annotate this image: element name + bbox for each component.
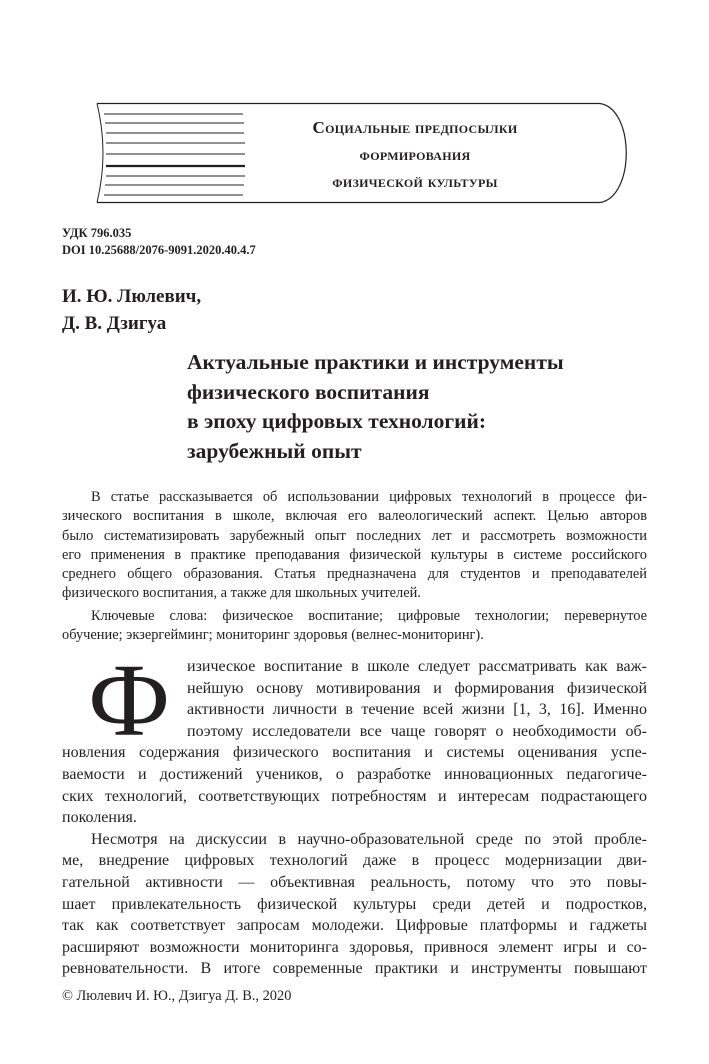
body-line: ме, внедрение цифровых технологий даже в процесс модернизации дви- [62,852,647,870]
body-line: расширяют возможности мониторинга здоровья, привнося элемент игры и со- [62,938,647,956]
abstract-line: его применения в практике преподавания физической культуры в системе российского [62,546,647,563]
article-title-line: зарубежный опыт [187,438,362,463]
article-title-line: Актуальные практики и инструменты [187,350,564,374]
keywords-line: обучение; экзергейминг; мониторинг здоровья (велнес-мониторинг). [62,627,484,644]
body-line: так как соответствует запросам молодежи. Цифровые платформы и гаджеты [62,917,647,935]
doi: DOI 10.25688/2076-9091.2020.40.4.7 [62,243,256,257]
abstract-line: среднего общего образования. Статья предназначена для студентов и преподавателей [62,566,647,583]
body-line: гательной активности — объективная реальность, потому что это повы- [62,873,647,891]
section-title-line: физической культуры [332,172,498,191]
body-line: новления содержания физического воспитания и системы оценивания успе- [62,744,647,762]
frame-left-curve [97,104,103,203]
drop-cap: Ф [88,643,171,758]
body-line: активности личности в течение всей жизни [1, 3, 16]. Именно [187,701,647,719]
abstract-line: физического воспитания, а также для школьных учителей. [62,585,421,602]
body-text [62,643,647,980]
abstract-line: зического воспитания в школе, включая его валеологический аспект. Целью авторов [62,508,647,525]
abstract-line: В статье рассказывается об использовании цифровых технологий в процессе фи- [91,489,647,505]
body-line: поэтому исследователи все чаще говорят о необходимости об- [187,722,647,740]
frame-right-curve [600,104,626,203]
abstract-line: было систематизировать зарубежный опыт последних лет и рассмотреть возможности [62,527,647,544]
section-title-line: формирования [359,145,471,164]
body-line: поколения. [62,809,137,827]
author: Д. В. Дзигуа [62,313,167,334]
article-title-line: в эпоху цифровых технологий: [187,409,487,433]
copyright-notice: © Люлевич И. Ю., Дзигуа Д. В., 2020 [62,988,292,1004]
body-line: ваемости и достижений учеников, о разработке инновационных педагогиче- [62,765,647,783]
article-title-line: физического воспитания [187,379,430,404]
section-title [250,114,580,195]
udk-code: УДК 796.035 [62,226,132,240]
keywords-line: Ключевые слова: физическое воспитание; цифровые технологии; перевернутое [91,608,647,624]
body-line: ских технологий, соответствующих потребностям и интересам подрастающего [62,787,647,805]
authors [62,283,201,337]
author: И. Ю. Люлевич, [62,286,202,307]
body-line: ревновательности. В итоге современные практики и инструменты повышают [62,960,647,978]
body-line: Несмотря на дискуссии в научно-образовательной среде по этой пробле- [91,830,647,848]
abstract [62,488,647,604]
section-title-line: Социальные предпосылки [312,118,518,137]
article-title [187,348,564,466]
body-line: шает привлекательность физической культуры среди детей и подростков, [62,895,647,913]
article-meta [62,225,256,259]
keywords [62,607,647,646]
body-line: изическое воспитание в школе следует рассматривать как важ- [187,658,647,675]
body-line: нейшую основу мотивирования и формирования физической [187,679,647,697]
